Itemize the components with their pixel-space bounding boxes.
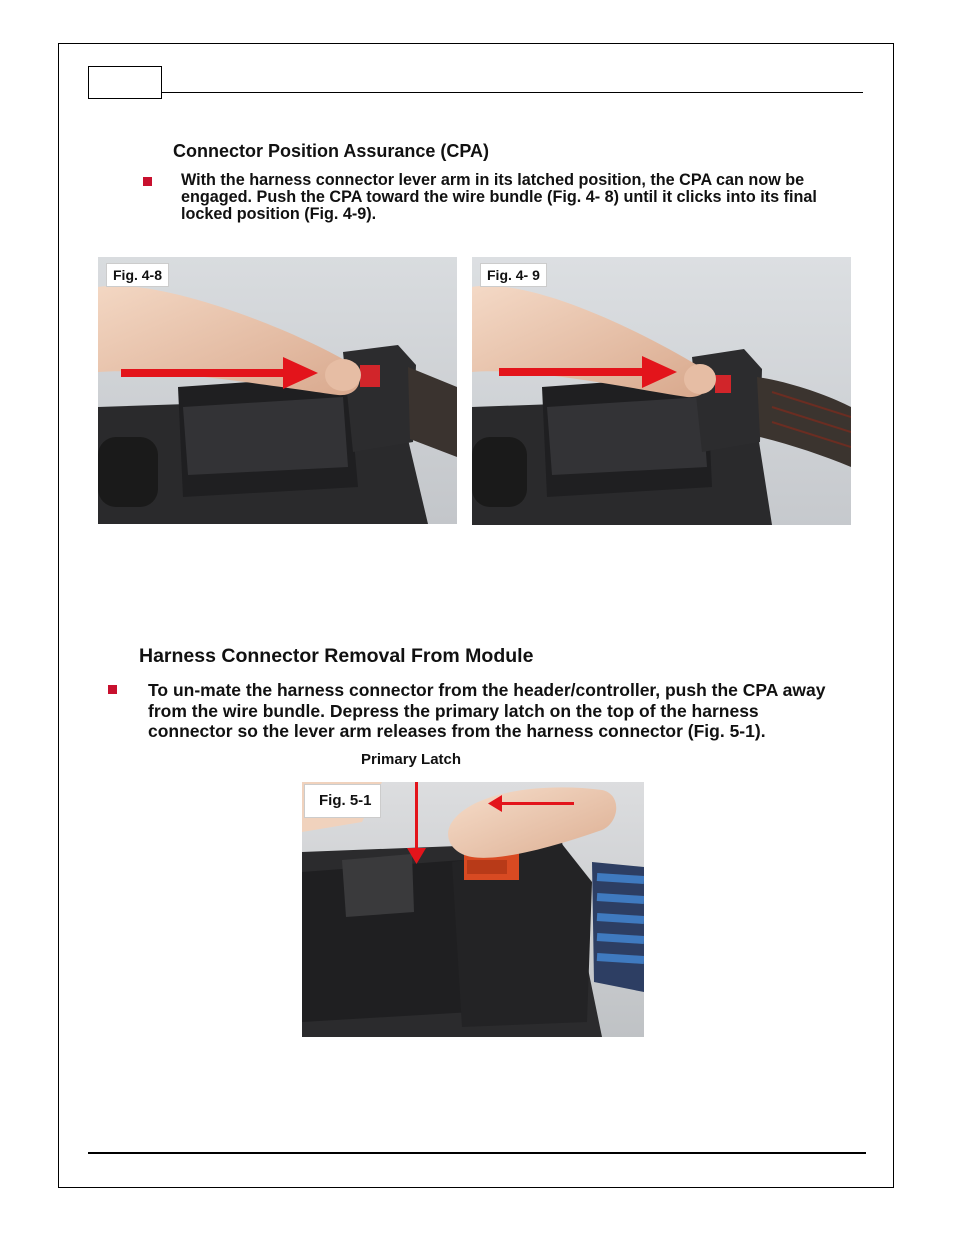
push-arrow-icon [499,368,649,376]
removal-instruction-text: To un-mate the harness connector from the header/controller, push the CPA away from the wire bundle. Depress the primary latch on the top of the harness connector so the lever arm releases from the harness connector (Fig. 5-1). [148,680,826,741]
bullet-square-icon [143,177,152,186]
cpa-direction-arrow-icon [502,802,574,805]
primary-latch-callout: Primary Latch [361,751,462,768]
bullet-square-icon [108,685,117,694]
figure-label: Fig. 5-1 [304,784,381,818]
figure-5-1 [302,782,644,1037]
figure-5-1-photo [302,782,644,1037]
header-rule [162,92,863,93]
figure-label: Fig. 4- 9 [480,263,547,287]
page-number-box [88,66,162,99]
figure-label: Fig. 4-8 [106,263,169,287]
latch-pointer-arrow-icon [415,782,418,850]
push-arrow-icon [121,369,291,377]
figure-4-9 [472,257,851,525]
figure-4-9-photo [472,257,851,525]
section-heading-cpa: Connector Position Assurance (CPA) [173,141,490,161]
figure-4-8 [98,257,457,524]
section-heading-removal: Harness Connector Removal From Module [139,645,534,667]
figure-4-8-photo [98,257,457,524]
cpa-instruction-text: With the harness connector lever arm in its latched position, the CPA can now be engaged. Push the CPA toward the wire bundle (Fig. 4- 8) until it clicks into its final locked position (Fig. 4-9). [181,171,817,223]
footer-rule [88,1152,866,1154]
